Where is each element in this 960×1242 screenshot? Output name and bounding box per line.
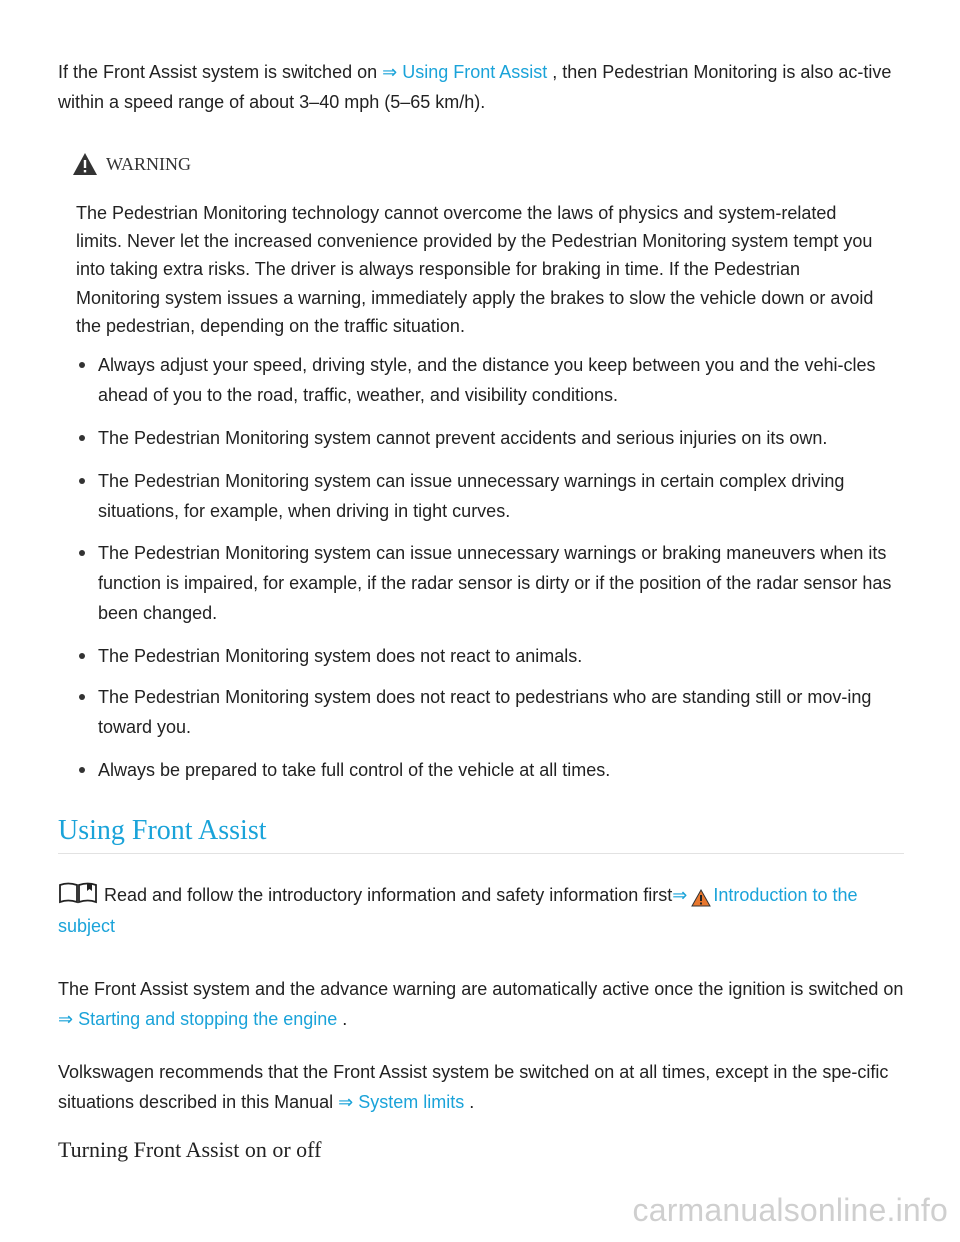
warning-bullet: The Pedestrian Monitoring system can issue unnecessary warnings or braking maneuvers when its function is impaired, for example, if the radar sensor is dirty or if the position of the radar sensor has been changed. <box>76 538 913 628</box>
warning-bullet: The Pedestrian Monitoring system can issue unnecessary warnings in certain complex driving situations, for example, when driving in tight curves. <box>76 466 913 526</box>
warning-triangle-icon <box>72 152 98 176</box>
warning-bullet: The Pedestrian Monitoring system does not react to pedestrians who are standing still or mov-ing toward you. <box>76 682 913 742</box>
recommendation-text-before: Volkswagen recommends that the Front Assist system be switched on at all times, except in the spe-cific situations described in this Manual <box>58 1062 889 1112</box>
warning-bullet: Always be prepared to take full control of the vehicle at all times. <box>76 755 913 785</box>
section-intro <box>58 880 908 942</box>
section-intro-text: Read and follow the introductory information and safety information first <box>104 885 673 905</box>
intro-text-before: If the Front Assist system is switched on <box>58 62 383 82</box>
section-title: Using Front Assist <box>58 815 267 846</box>
ignition-paragraph <box>58 974 908 1034</box>
warning-header <box>72 148 191 180</box>
using-front-assist-link[interactable]: ⇒ Using Front Assist <box>382 62 548 82</box>
warning-bullet: The Pedestrian Monitoring system does not react to animals. <box>76 641 913 671</box>
intro-text-after: , then Pedestrian Monitoring is also ac-tive within a speed range of about 3–40 mph (5–65 km/h). <box>58 62 892 112</box>
starting-stopping-engine-link[interactable]: ⇒ Starting and stopping the engine <box>58 1009 338 1029</box>
book-icon <box>58 882 98 904</box>
subheading: Turning Front Assist on or off <box>58 1137 322 1162</box>
section-divider <box>58 853 904 854</box>
ignition-text-after: . <box>337 1009 348 1029</box>
warning-triangle-orange-icon <box>691 889 711 907</box>
warning-body: The Pedestrian Monitoring technology cannot overcome the laws of physics and system-related limits. Never let the increased convenience provided by the Pedestrian Monitoring system tempt you into taking extra risks. The driver is always responsible for braking in time. If the Pedestrian Monitoring system issues a warning, immediately apply the brakes to slow the vehicle down or avoid the pedestrian, depending on the traffic situation. <box>76 203 874 336</box>
warning-bullet: The Pedestrian Monitoring system cannot prevent accidents and serious injuries on its own. <box>76 423 913 453</box>
recommendation-text-after: . <box>464 1092 475 1112</box>
arrow-icon: ⇒ <box>672 885 688 905</box>
warning-label: WARNING <box>106 153 191 174</box>
recommendation-paragraph <box>58 1057 908 1117</box>
intro-paragraph <box>58 57 908 117</box>
watermark: carmanualsonline.info <box>632 1192 948 1228</box>
warning-bullet: Always adjust your speed, driving style, and the distance you keep between you and the vehi-cles ahead of you to the road, traffic, weather, and visibility conditions. <box>76 350 913 410</box>
system-limits-link[interactable]: ⇒ System limits <box>338 1092 465 1112</box>
ignition-text-before: The Front Assist system and the advance warning are automatically active once the ignition is switched on <box>58 979 904 999</box>
introduction-link-text: Introduction to the subject <box>58 885 858 936</box>
